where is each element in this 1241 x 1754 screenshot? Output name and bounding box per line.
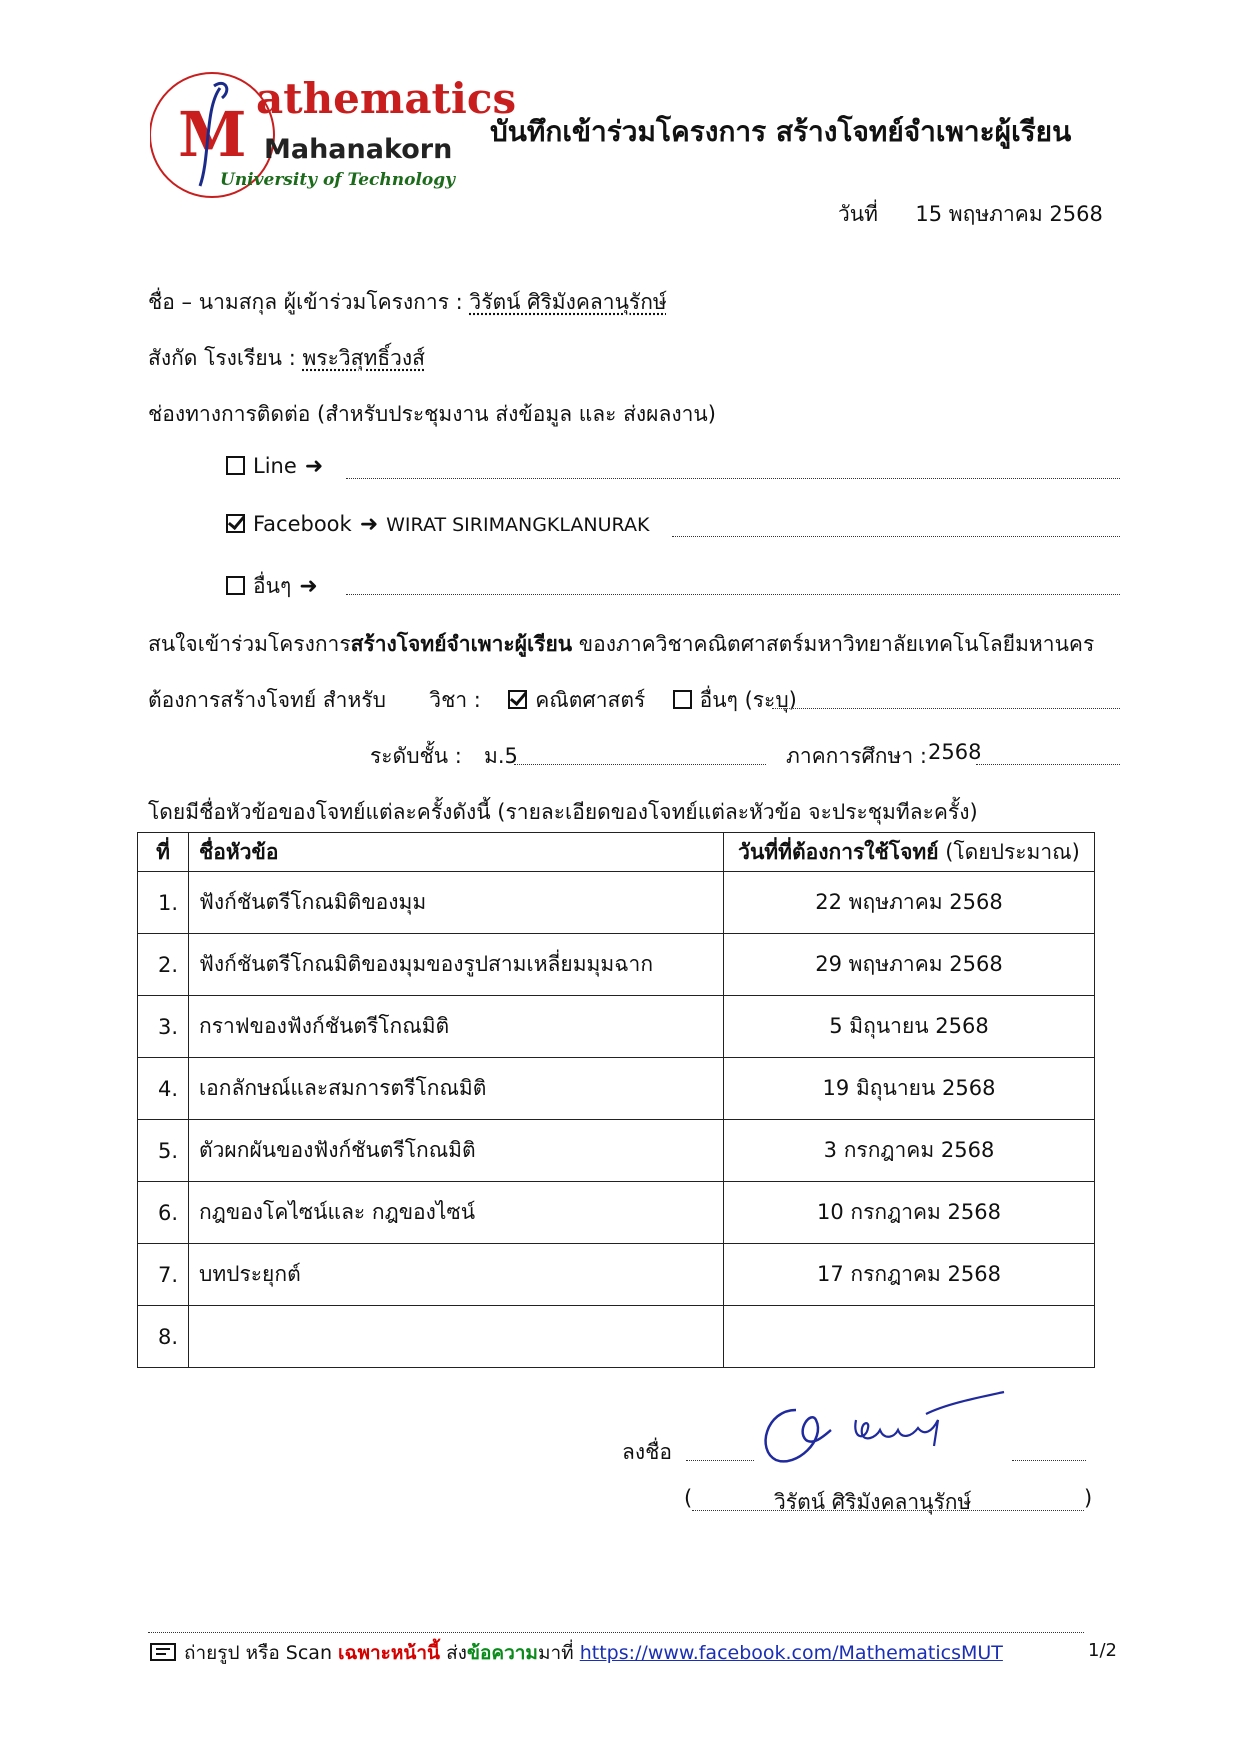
other-checkbox[interactable] bbox=[226, 576, 245, 595]
term-dots bbox=[976, 764, 1120, 765]
footer-pre: ถ่ายรูป หรือ Scan bbox=[184, 1642, 339, 1664]
math-checkbox[interactable] bbox=[508, 690, 527, 709]
table-row bbox=[138, 996, 1095, 1058]
subject-word: วิชา : bbox=[429, 688, 481, 712]
printed-name-dots bbox=[692, 1510, 1084, 1511]
page-title: บันทึกเข้าร่วมโครงการ สร้างโจทย์จำเพาะผู้เรียน bbox=[490, 115, 1072, 148]
row-topic: บทประยุกต์ bbox=[189, 1244, 724, 1306]
school-label: สังกัด โรงเรียน : bbox=[148, 346, 296, 370]
contact-line[interactable] bbox=[226, 454, 331, 479]
level-label: ระดับชั้น : bbox=[370, 744, 462, 768]
row-topic: ฟังก์ชันตรีโกณมิติของมุมของรูปสามเหลี่ยมมุมฉาก bbox=[189, 934, 724, 996]
subject-line bbox=[148, 684, 797, 717]
row-no: 8. bbox=[138, 1306, 189, 1368]
other-subject-dots[interactable] bbox=[772, 708, 1120, 709]
row-no: 7. bbox=[138, 1244, 189, 1306]
contact-other[interactable] bbox=[226, 570, 326, 603]
contact-label: ช่องทางการติดต่อ (สำหรับประชุมงาน ส่งข้อมูล และ ส่งผลงาน) bbox=[148, 402, 716, 426]
row-date: 22 พฤษภาคม 2568 bbox=[724, 872, 1095, 934]
table-row bbox=[138, 1058, 1095, 1120]
facebook-checkbox[interactable] bbox=[226, 514, 245, 533]
col-date-header bbox=[724, 833, 1095, 872]
term-label: ภาคการศึกษา : bbox=[786, 744, 927, 768]
row-topic: ตัวผกผันของฟังก์ชันตรีโกณมิติ bbox=[189, 1120, 724, 1182]
sign-dots-left bbox=[686, 1460, 754, 1461]
col-date-bold: วันที่ที่ต้องการใช้โจทย์ bbox=[738, 839, 939, 864]
signature-image bbox=[756, 1390, 1006, 1470]
line-label: Line bbox=[253, 454, 297, 478]
row-topic bbox=[189, 1306, 724, 1368]
date-line bbox=[838, 198, 1103, 231]
arrow-right-icon: ➜ bbox=[359, 512, 379, 537]
interest-suffix: ของภาควิชาคณิตศาสตร์มหาวิทยาลัยเทคโนโลยีมหานคร bbox=[572, 632, 1095, 656]
footer-red: เฉพาะหน้านี้ bbox=[338, 1642, 441, 1664]
name-label: ชื่อ – นามสกุล ผู้เข้าร่วมโครงการ : bbox=[148, 290, 463, 314]
row-date bbox=[724, 1306, 1095, 1368]
facebook-input-dots bbox=[672, 536, 1120, 537]
footer-green: ข้อความ bbox=[466, 1642, 538, 1664]
footer-post: มาที่ bbox=[537, 1642, 580, 1664]
row-no: 1. bbox=[138, 872, 189, 934]
level-dots bbox=[514, 764, 766, 765]
line-input-dots[interactable] bbox=[346, 478, 1120, 479]
logo-line2: Mahanakorn bbox=[264, 134, 453, 165]
table-row bbox=[138, 872, 1095, 934]
document-icon bbox=[150, 1643, 176, 1661]
page-number: 1/2 bbox=[1088, 1640, 1117, 1661]
row-no: 4. bbox=[138, 1058, 189, 1120]
topics-intro: โดยมีชื่อหัวข้อของโจทย์แต่ละครั้งดังนี้ (รายละเอียดของโจทย์แต่ละหัวข้อ จะประชุมทีละครั้ง) bbox=[148, 800, 978, 824]
row-no: 2. bbox=[138, 934, 189, 996]
level-value: ม.5 bbox=[484, 744, 518, 768]
other-label: อื่นๆ bbox=[253, 574, 292, 598]
school-value: พระวิสุทธิ์วงส์ bbox=[302, 346, 426, 370]
row-no: 3. bbox=[138, 996, 189, 1058]
sign-dots-right bbox=[1012, 1460, 1086, 1461]
date-value: 15 พฤษภาคม 2568 bbox=[915, 202, 1103, 226]
other-input-dots[interactable] bbox=[346, 594, 1120, 595]
arrow-right-icon: ➜ bbox=[299, 574, 318, 599]
subject-math: คณิตศาสตร์ bbox=[535, 688, 646, 712]
name-line bbox=[148, 286, 667, 319]
school-line bbox=[148, 342, 425, 375]
date-label: วันที่ bbox=[838, 202, 878, 226]
table-row bbox=[138, 1244, 1095, 1306]
svg-text:M: M bbox=[178, 98, 247, 171]
open-paren: ( bbox=[684, 1486, 693, 1510]
col-date-note: (โดยประมาณ) bbox=[938, 839, 1080, 864]
interest-line bbox=[148, 628, 1094, 661]
row-no: 6. bbox=[138, 1182, 189, 1244]
contact-facebook[interactable] bbox=[226, 512, 649, 537]
table-row bbox=[138, 934, 1095, 996]
logo-line3: University of Technology bbox=[220, 170, 456, 190]
row-date: 5 มิถุนายน 2568 bbox=[724, 996, 1095, 1058]
col-topic-header: ชื่อหัวข้อ bbox=[189, 833, 724, 872]
arrow-right-icon: ➜ bbox=[304, 454, 324, 479]
term-value: 2568 bbox=[928, 740, 982, 764]
table-row bbox=[138, 1182, 1095, 1244]
footer-divider bbox=[148, 1632, 1084, 1633]
interest-bold: สร้างโจทย์จำเพาะผู้เรียน bbox=[350, 632, 573, 656]
facebook-label: Facebook bbox=[253, 512, 352, 536]
row-no: 5. bbox=[138, 1120, 189, 1182]
row-topic: กฎของโคไซน์และ กฎของไซน์ bbox=[189, 1182, 724, 1244]
subject-other: อื่นๆ (ระบุ) bbox=[699, 688, 797, 712]
footer-line bbox=[150, 1638, 1003, 1668]
interest-prefix: สนใจเข้าร่วมโครงการ bbox=[148, 632, 351, 656]
row-topic: ฟังก์ชันตรีโกณมิติของมุม bbox=[189, 872, 724, 934]
row-date: 29 พฤษภาคม 2568 bbox=[724, 934, 1095, 996]
logo-line1: athematics bbox=[256, 74, 517, 123]
row-date: 17 กรกฎาคม 2568 bbox=[724, 1244, 1095, 1306]
close-paren: ) bbox=[1084, 1486, 1093, 1510]
table-row bbox=[138, 1120, 1095, 1182]
row-date: 10 กรกฎาคม 2568 bbox=[724, 1182, 1095, 1244]
logo bbox=[150, 68, 517, 203]
row-date: 3 กรกฎาคม 2568 bbox=[724, 1120, 1095, 1182]
row-topic: เอกลักษณ์และสมการตรีโกณมิติ bbox=[189, 1058, 724, 1120]
row-topic: กราฟของฟังก์ชันตรีโกณมิติ bbox=[189, 996, 724, 1058]
facebook-value: WIRAT SIRIMANGKLANURAK bbox=[386, 514, 650, 536]
name-value: วิรัตน์ ศิริมังคลานุรักษ์ bbox=[469, 290, 667, 314]
other-subject-checkbox[interactable] bbox=[673, 690, 692, 709]
row-date: 19 มิถุนายน 2568 bbox=[724, 1058, 1095, 1120]
footer-mid: ส่ง bbox=[440, 1642, 467, 1664]
footer-link[interactable]: https://www.facebook.com/MathematicsMUT bbox=[579, 1642, 1003, 1664]
line-checkbox[interactable] bbox=[226, 456, 245, 475]
topics-table bbox=[137, 832, 1095, 1368]
sign-label: ลงชื่อ bbox=[622, 1440, 672, 1464]
table-row bbox=[138, 1306, 1095, 1368]
col-no-header: ที่ bbox=[138, 833, 189, 872]
table-header bbox=[138, 833, 1095, 872]
subject-label: ต้องการสร้างโจทย์ สำหรับ bbox=[148, 688, 386, 712]
printed-name: วิรัตน์ ศิริมังคลานุรักษ์ bbox=[774, 1490, 972, 1514]
